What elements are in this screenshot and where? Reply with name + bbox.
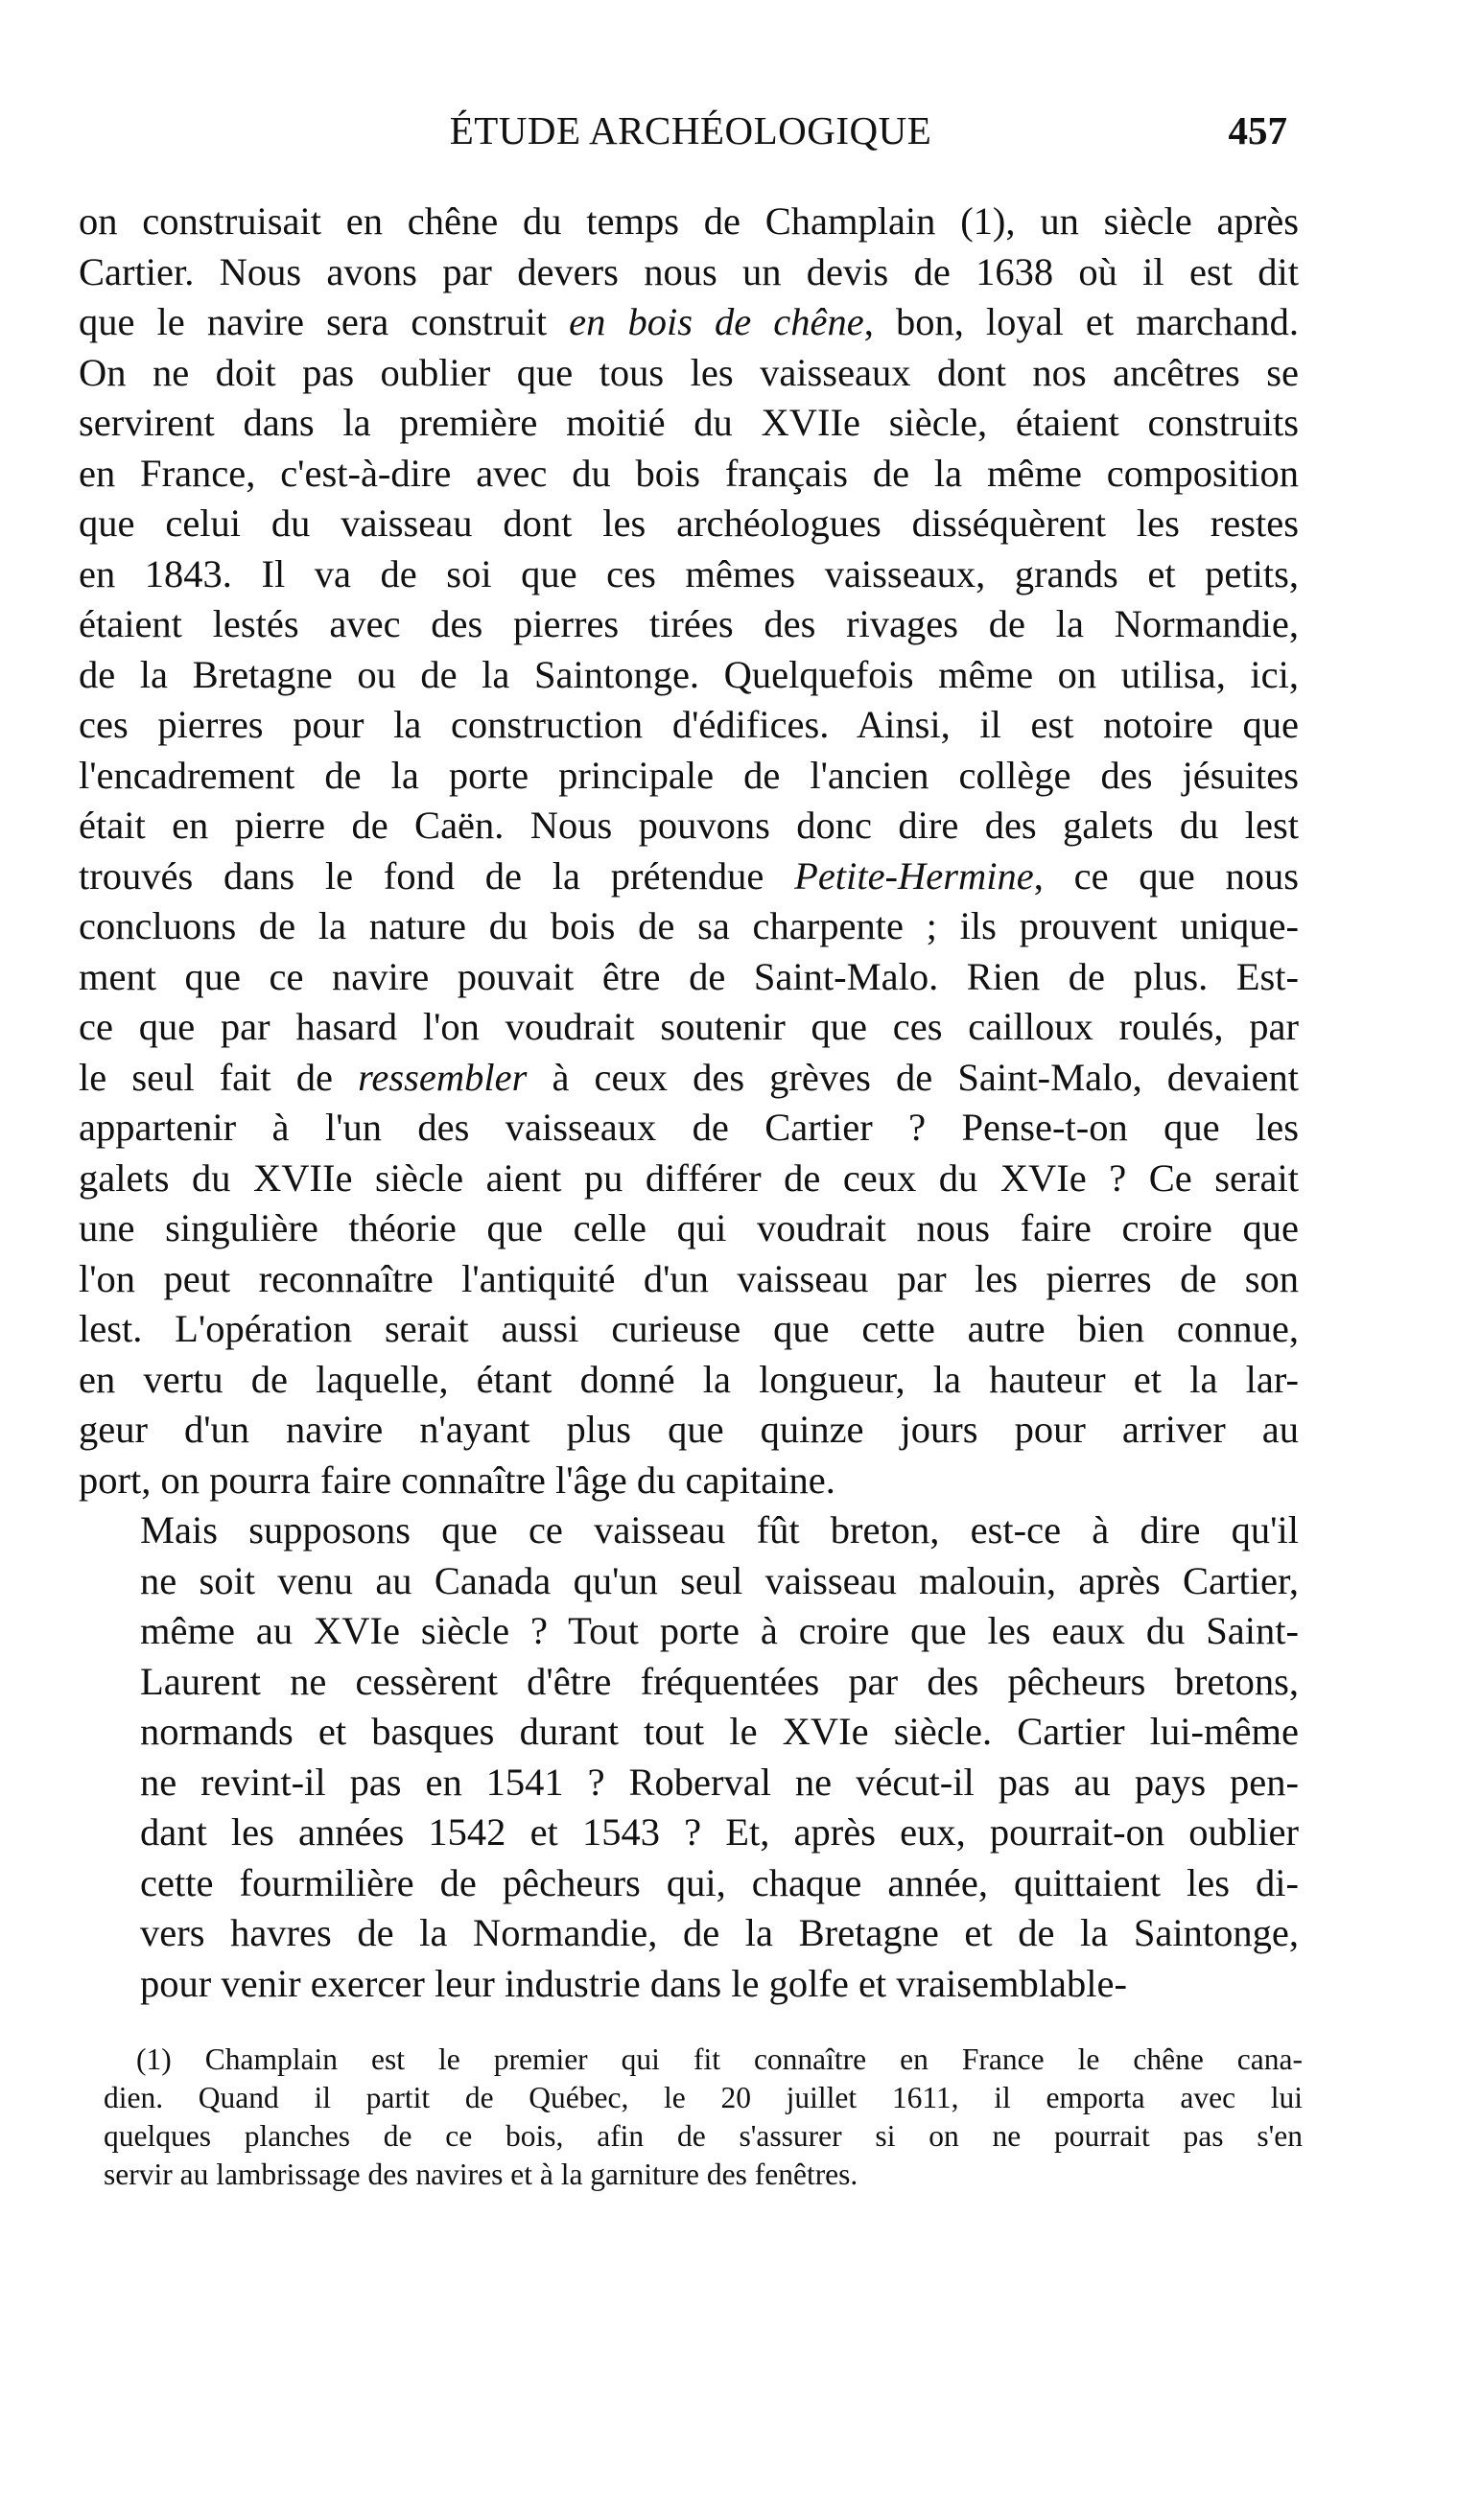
text-line: cette fourmilière de pêcheurs qui, chaque année, quittaient les di-: [140, 1860, 1299, 1904]
text-line: servirent dans la première moitié du XVIIe siècle, étaient construits: [79, 401, 1299, 444]
text-line: ce que par hasard l'on voudrait soutenir que ces cailloux roulés, par: [79, 1005, 1299, 1048]
text-line: geur d'un navire n'ayant plus que quinze jours pour arriver au: [79, 1408, 1299, 1451]
footnote-line: quelques planches de ce bois, afin de s'assurer si on ne pourrait pas s'en: [104, 2119, 1303, 2153]
text-line: Cartier. Nous avons par devers nous un devis de 1638 où il est dit: [79, 249, 1299, 293]
text-line: On ne doit pas oublier que tous les vaisseaux dont nos ancêtres se: [79, 350, 1299, 394]
text-line: en France, c'est-à-dire avec du bois français de la même composition: [79, 451, 1299, 495]
text-line: Laurent ne cessèrent d'être fréquentées par des pêcheurs bretons,: [140, 1659, 1299, 1703]
footnote-line: servir au lambrissage des navires et à la garniture des fenêtres.: [104, 2158, 858, 2191]
italic-phrase: ressembler: [358, 1055, 528, 1099]
text-line: l'on peut reconnaître l'antiquité d'un vaisseau par les pierres de son: [79, 1256, 1299, 1300]
text-line: dant les années 1542 et 1543 ? Et, après eux, pourrait-on oublier: [140, 1810, 1299, 1854]
text-line: de la Bretagne ou de la Saintonge. Quelquefois même on utilisa, ici,: [79, 652, 1299, 696]
text-line: concluons de la nature du bois de sa charpente ; ils prouvent unique-: [79, 904, 1299, 947]
text-line: port, on pourra faire connaître l'âge du capitaine.: [79, 1458, 835, 1502]
text-line: même au XVIe siècle ? Tout porte à croire que les eaux du Saint-: [140, 1609, 1299, 1652]
text-line: galets du XVIIe siècle aient pu différer de ceux du XVIe ? Ce serait: [79, 1155, 1299, 1200]
text-line: lest. L'opération serait aussi curieuse que cette autre bien connue,: [79, 1307, 1299, 1350]
text-line: on construisait en chêne du temps de Champlain (1), un siècle après: [79, 199, 1299, 243]
text-line: normands et basques durant tout le XVIe siècle. Cartier lui-même: [140, 1710, 1299, 1753]
text-line: appartenir à l'un des vaisseaux de Cartier ? Pense-t-on que les: [79, 1106, 1299, 1149]
text-line: le seul fait de ressembler à ceux des grèves de Saint-Malo, devaient: [79, 1055, 1299, 1099]
text-line: ces pierres pour la construction d'édifices. Ainsi, il est notoire que: [79, 703, 1299, 746]
text-line: ne soit venu au Canada qu'un seul vaisseau malouin, après Cartier,: [140, 1558, 1299, 1602]
text-line: une singulière théorie que celle qui voudrait nous faire croire que: [79, 1206, 1299, 1249]
text-line: l'encadrement de la porte principale de l'ancien collège des jésuites: [79, 753, 1299, 797]
text-line: que celui du vaisseau dont les archéologues disséquèrent les restes: [79, 502, 1299, 545]
text-line: était en pierre de Caën. Nous pouvons donc dire des galets du lest: [79, 804, 1299, 847]
page-number: 457: [1228, 108, 1287, 152]
footnote: [104, 2041, 1303, 2194]
text-line: ment que ce navire pouvait être de Saint-Malo. Rien de plus. Est-: [79, 954, 1299, 998]
text-line: trouvés dans le fond de la prétendue Petite-Hermine, ce que nous: [79, 853, 1299, 898]
text-line: que le navire sera construit en bois de chêne, bon, loyal et marchand.: [79, 300, 1300, 343]
footnote-line: (1) Champlain est le premier qui fit connaître en France le chêne cana-: [136, 2042, 1303, 2076]
paragraph-2: [79, 1505, 1299, 2009]
text-line: Mais supposons que ce vaisseau fût breton, est-ce à dire qu'il: [140, 1508, 1299, 1552]
text-line: étaient lestés avec des pierres tirées des rivages de la Normandie,: [79, 602, 1299, 645]
italic-phrase: en bois de chêne: [569, 300, 864, 343]
text-line: en vertu de laquelle, étant donné la longueur, la hauteur et la lar-: [79, 1357, 1299, 1401]
text-line: vers havres de la Normandie, de la Bretagne et de la Saintonge,: [140, 1911, 1299, 1954]
text-line: ne revint-il pas en 1541 ? Roberval ne vécut-il pas au pays pen-: [140, 1760, 1299, 1804]
text-line: pour venir exercer leur industrie dans le golfe et vraisemblable-: [140, 1961, 1127, 2005]
paragraph-1: [79, 197, 1299, 1505]
text-line: en 1843. Il va de soi que ces mêmes vaisseaux, grands et petits,: [79, 551, 1299, 595]
italic-phrase: Petite-Hermine: [794, 853, 1034, 898]
page-header: [94, 107, 1287, 165]
body-text: [79, 197, 1299, 2009]
footnote-line: dien. Quand il partit de Québec, le 20 juillet 1611, il emporta avec lui: [104, 2081, 1303, 2114]
running-title: ÉTUDE ARCHÉOLOGIQUE: [449, 108, 932, 152]
